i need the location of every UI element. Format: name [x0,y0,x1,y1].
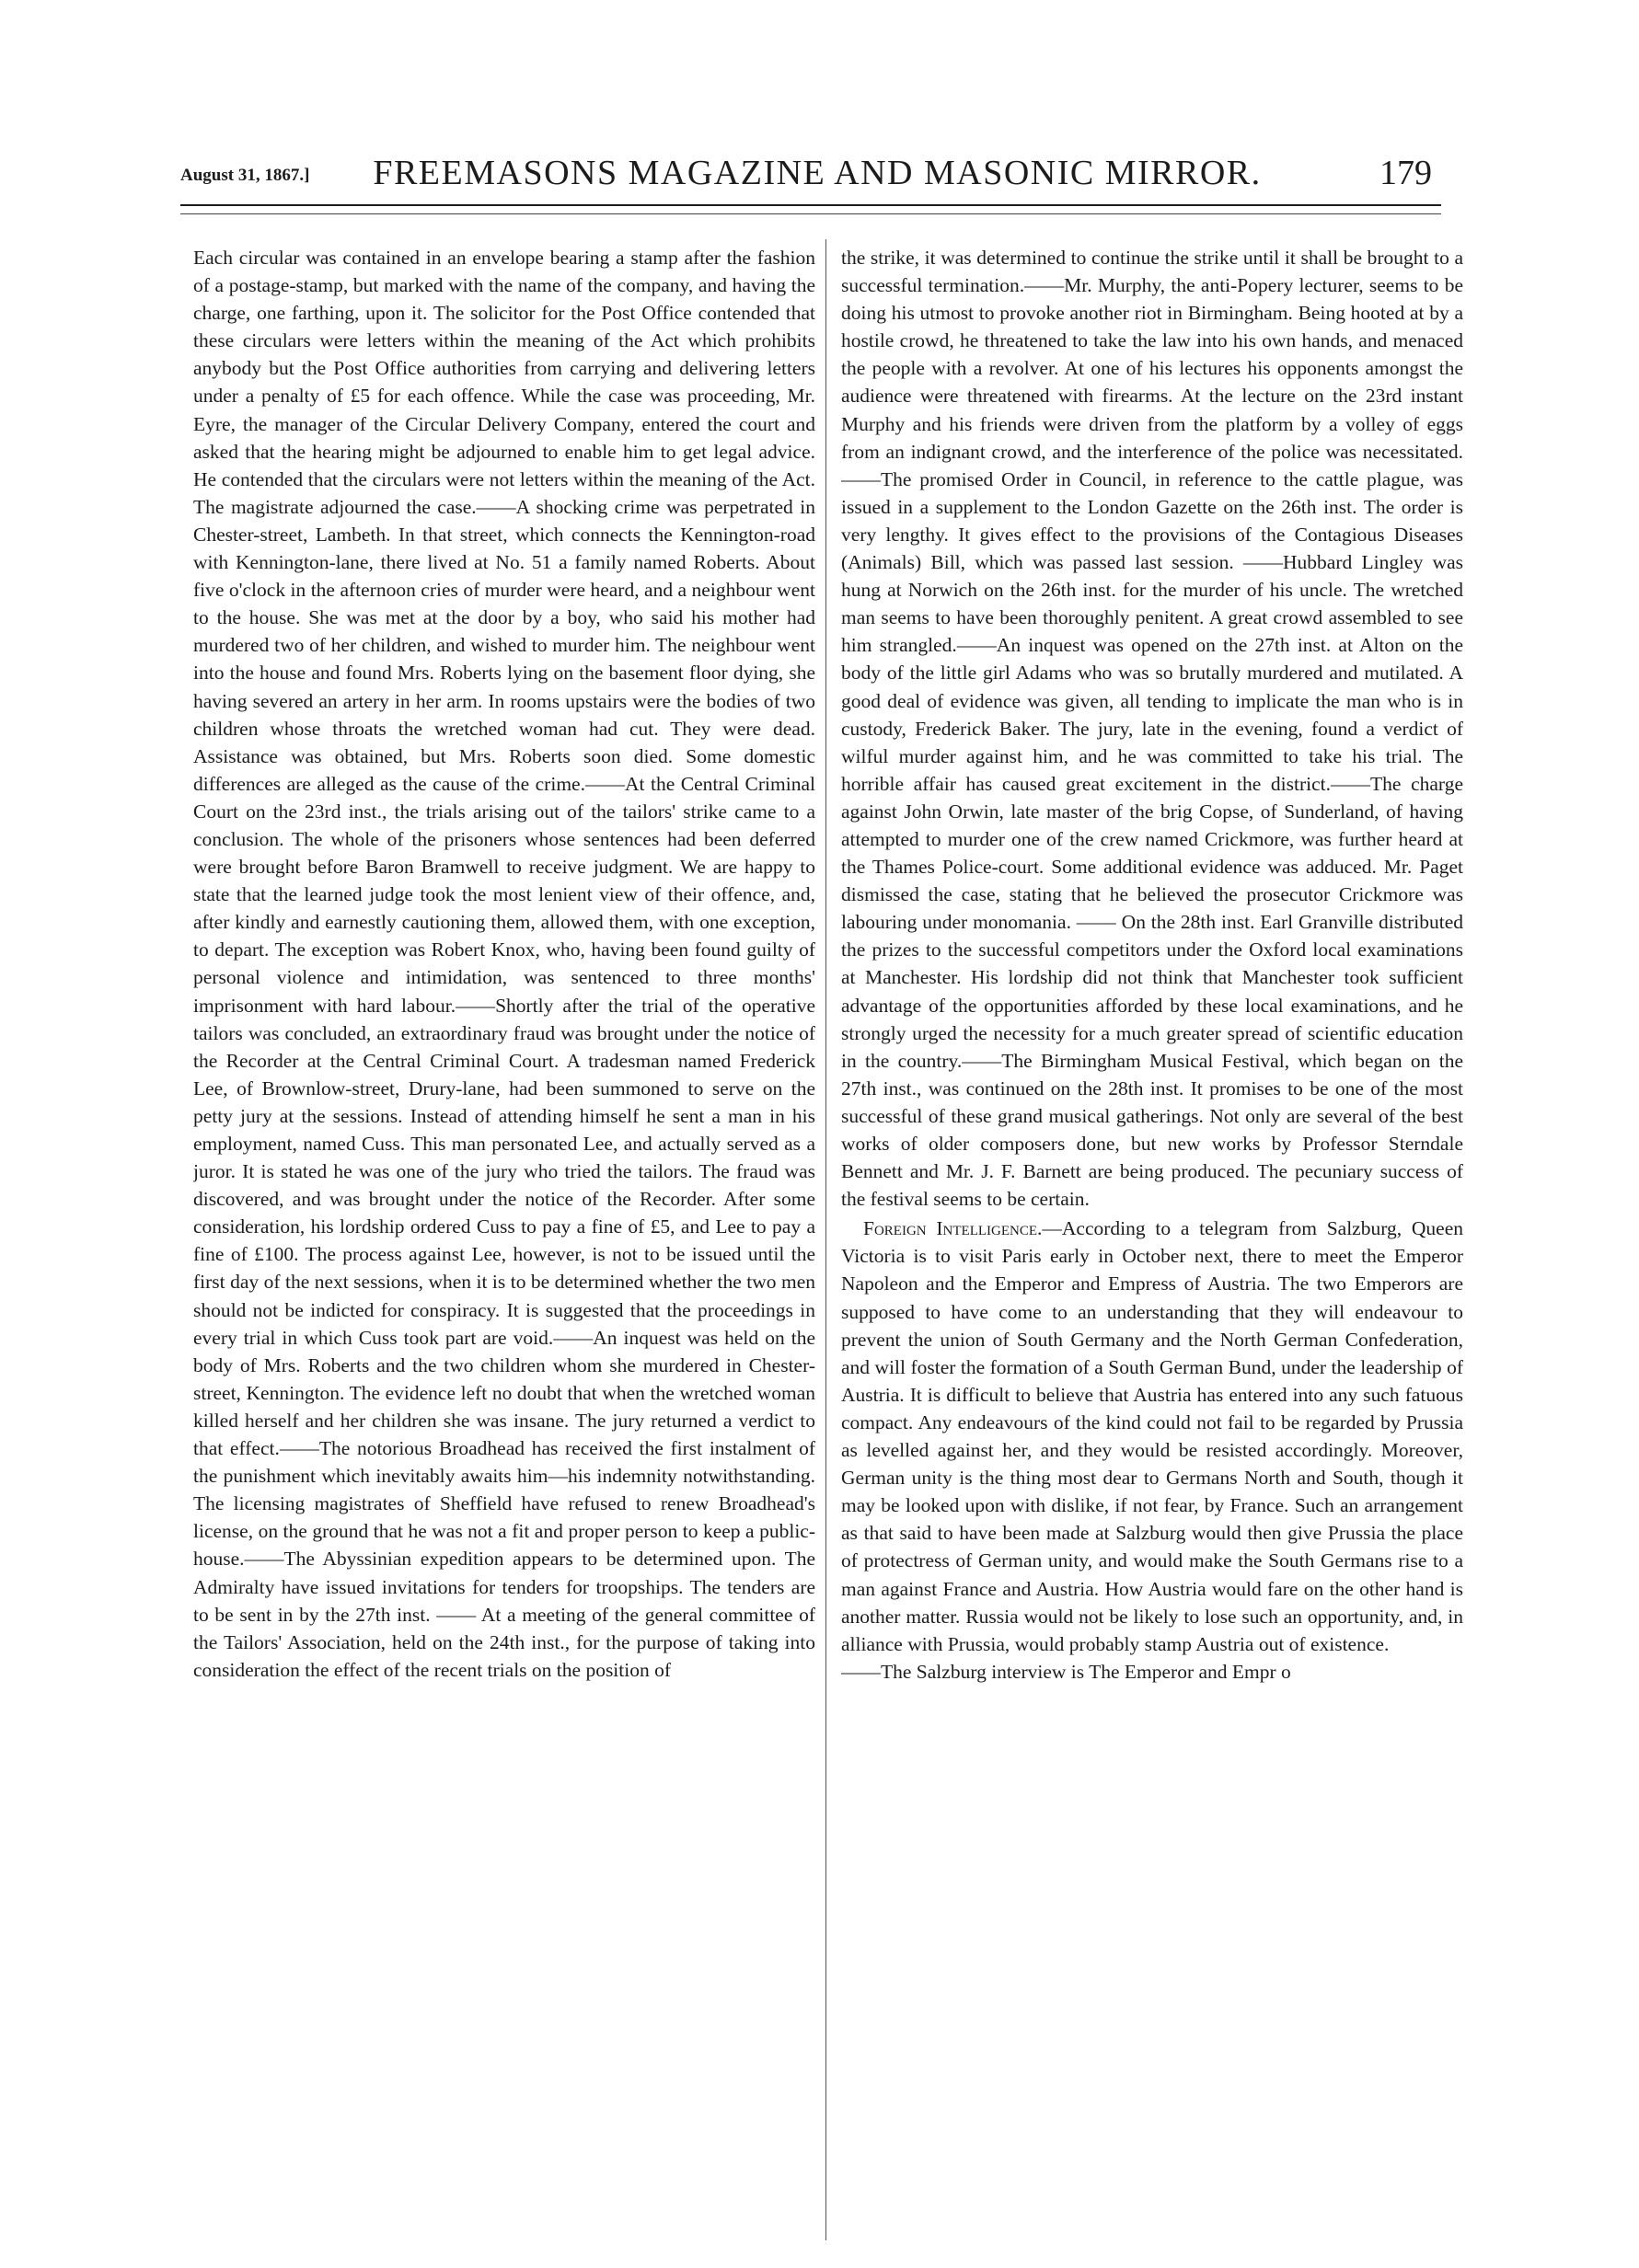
header-rule-thick [180,204,1441,206]
right-column [841,244,1463,2245]
column-divider [825,239,826,2240]
publication-title: FREEMASONS MAGAZINE AND MASONIC MIRROR. [373,154,1262,192]
left-column-text: Each circular was contained in an envelope bearing a stamp after the fashion of a postage-stamp, but marked with the name of the company, and having the charge, one farthing, upon it. The solicitor for the Post Office contended that these circulars were letters within the meaning of the Act which prohibits anybody but the Post Office authorities from carrying and delivering letters under a penalty of £5 for each offence. While the case was proceeding, Mr. Eyre, the manager of the Circular Delivery Company, entered the court and asked that the hearing might be adjourned to enable him to get legal advice. He contended that the circulars were not letters within the meaning of the Act. The magistrate adjourned the case.——A shocking crime was perpetrated in Chester-street, Lambeth. In that street, which connects the Kennington-road with Kennington-lane, there lived at No. 51 a family named Roberts. About five o'clock in the afternoon cries of murder were heard, and a neighbour went to the house. She was met at the door by a boy, who said his mother had murdered two of her children, and wished to murder him. The neighbour went into the house and found Mrs. Roberts lying on the basement floor dying, she having severed an artery in her arm. In rooms upstairs were the bodies of two children whose throats the wretched woman had cut. They were dead. Assistance was obtained, but Mrs. Roberts soon died. Some domestic differences are alleged as the cause of the crime.——At the Central Criminal Court on the 23rd inst., the trials arising out of the tailors' strike came to a conclusion. The whole of the prisoners whose sentences had been deferred were brought before Baron Bramwell to receive judgment. We are happy to state that the learned judge took the most lenient view of their offence, and, after kindly and earnestly cautioning them, allowed them, with one exception, to depart. The exception was Robert Knox, who, having been found guilty of personal violence and intimidation, was sentenced to three months' imprisonment with hard labour.——Shortly after the trial of the operative tailors was concluded, an extraordinary fraud was brought under the notice of the Recorder at the Central Criminal Court. A tradesman named Frederick Lee, of Brownlow-street, Drury-lane, had been summoned to serve on the petty jury at the sessions. Instead of attending himself he sent a man in his employment, named Cuss. This man personated Lee, and actually served as a juror. It is stated he was one of the jury who tried the tailors. The fraud was discovered, and was brought under the notice of the Recorder. After some consideration, his lordship ordered Cuss to pay a fine of £5, and Lee to pay a fine of £100. The process against Lee, however, is not to be issued until the first day of the next sessions, when it is to be determined whether the two men should not be indicted for conspiracy. It is suggested that the proceedings in every trial in which Cuss took part are void.——An inquest was held on the body of Mrs. Roberts and the two children whom she murdered in Chester-street, Kennington. The evidence left no doubt that when the wretched woman killed herself and her children she was insane. The jury returned a verdict to that effect.——The notorious Broadhead has received the first instalment of the punishment which inevitably awaits him—his indemnity notwithstanding. The licensing magistrates of Sheffield have refused to renew Broadhead's license, on the ground that he was not a fit and proper person to keep a public-house.——The Abyssinian expedition appears to be determined upon. The Admiralty have issued invitations for tenders for troopships. The tenders are to be sent in by the 27th inst. —— At a meeting of the general committee of the Tailors' Association, held on the 24th inst., for the purpose of taking into consideration the effect of the recent trials on the position of [193,247,815,1681]
news-paragraph: the strike, it was determined to continue the strike until it shall be brought to a successful termination.——Mr. Murphy, the anti-Popery lecturer, seems to be doing his utmost to provoke another riot in Birmingham. Being hooted at by a hostile crowd, he threatened to take the law into his own hands, and menaced the people with a revolver. At one of his lectures his opponents amongst the audience were threatened with firearms. At the lecture on the 23rd instant Murphy and his friends were driven from the platform by a volley of eggs from an indignant crowd, and the interference of the police was necessitated.——The promised Order in Council, in reference to the cattle plague, was issued in a supplement to the London Gazette on the 26th inst. The order is very lengthy. It gives effect to the provisions of the Contagious Diseases (Animals) Bill, which was passed last session. ——Hubbard Lingley was hung at Norwich on the 26th inst. for the murder of his uncle. The wretched man seems to have been thoroughly penitent. A great crowd assembled to see him strangled.——An inquest was opened on the 27th inst. at Alton on the body of the little girl Adams who was so brutally murdered and mutilated. A good deal of evidence was given, all tending to implicate the man who is in custody, Frederick Baker. The jury, late in the evening, found a verdict of wilful murder against him, and he was committed to take his trial. The horrible affair has caused great excitement in the district.——The charge against John Orwin, late master of the brig Copse, of Sunderland, of having attempted to murder one of the crew named Crickmore, was further heard at the Thames Police-court. Some additional evidence was adduced. Mr. Paget dismissed the case, stating that he believed the prosecutor Crickmore was labouring under monomania. —— On the 28th inst. Earl Granville distributed the prizes to the successful competitors under the Oxford local examinations at Manchester. His lordship did not think that Manchester took sufficient advantage of the opportunities afforded by these local examinations, and he strongly urged the necessity for a much greater spread of scientific education in the country.——The Birmingham Musical Festival, which began on the 27th inst., was continued on the 28th inst. It promises to be one of the most successful of these grand musical gatherings. Not only are several of the best works of older composers done, but new works by Professor Sterndale Bennett and Mr. J. F. Barnett are being produced. The pecuniary success of the festival seems to be certain. [841,247,1463,1211]
page-header [180,155,1441,191]
section-heading-foreign-intelligence: Foreign Intelligence. [863,1217,1043,1240]
truncated-last-line: ——The Salzburg interview is The Emperor and Empr o [841,1660,1291,1683]
left-column [193,244,815,2245]
foreign-intelligence-text: —According to a telegram from Salzburg, Queen Victoria is to visit Paris early in October next, there to meet the Emperor Napoleon and the Emperor and Empress of Austria. The two Emperors are supposed to have come to an understanding that they will endeavour to prevent the union of South Germany and the North German Confederation, and will foster the formation of a South German Bund, under the leadership of Austria. It is difficult to believe that Austria has entered into any such fatuous compact. Any endeavours of the kind could not fail to be regarded by Prussia as levelled against her, and they would be resisted accordingly. Moreover, German unity is the thing most dear to Germans North and South, though it may be looked upon with dislike, if not fear, by France. Such an arrangement as that said to have been made at Salzburg would then give Prussia the place of protectress of German unity, and would make the South Germans rise to a man against France and Austria. How Austria would fare on the other hand is another matter. Russia would not be likely to lose such an opportunity, and, in alliance with Prussia, would probably stamp Austria out of existence. [841,1217,1463,1655]
foreign-intelligence-paragraph [841,1215,1463,1658]
header-rule-thin [180,213,1441,214]
page-number: 179 [1379,154,1432,192]
issue-date: August 31, 1867.] [180,166,310,185]
